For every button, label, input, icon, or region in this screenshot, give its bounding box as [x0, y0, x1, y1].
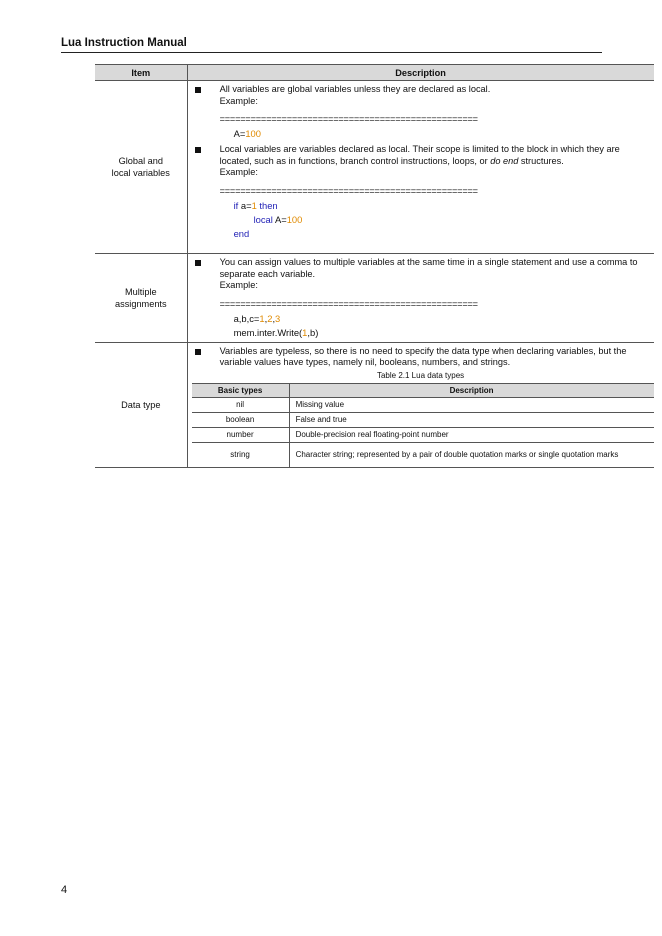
table-caption: Table 2.1 Lua data types [376, 370, 465, 380]
sub-table-header-row [192, 383, 654, 397]
separator-line: ================================================== [219, 114, 478, 124]
table-row [192, 412, 654, 427]
running-header-title: Lua Instruction Manual [61, 37, 187, 49]
square-bullet-icon [195, 260, 201, 266]
desc-cell: Missing value [289, 397, 654, 412]
bullet-item [188, 84, 654, 107]
desc-cell: False and true [289, 412, 654, 427]
type-cell: string [192, 442, 290, 467]
table-row [192, 442, 654, 467]
bullet-item [188, 346, 654, 369]
code-line: local A=100 [253, 213, 303, 225]
lua-data-types-table [192, 383, 654, 467]
type-cell: boolean [192, 412, 290, 427]
desc-cell: Character string; represented by a pair of double quotation marks or single quotation marks [295, 449, 619, 459]
table-header-row [95, 65, 654, 81]
bullet-text: All variables are global variables unless they are declared as local. [219, 84, 491, 94]
separator-line: ================================================== [219, 185, 478, 196]
lua-variables-table [95, 64, 654, 468]
table-row-global-local [95, 81, 654, 254]
code-line: if a=1 then [233, 199, 278, 211]
description-cell [187, 342, 654, 467]
type-cell: nil [192, 397, 290, 412]
separator-line: ================================================== [219, 298, 478, 309]
column-header-basic-types: Basic types [192, 383, 290, 397]
item-cell: Multiple assignments [95, 254, 187, 343]
header-divider [61, 52, 602, 53]
bullet-text: Variables are typeless, so there is no need to specify the data type when declaring variables, but the variable values have types, namely nil, booleans, numbers, and strings. [219, 345, 627, 367]
example-label: Example: [219, 280, 258, 290]
bullet-text: You can assign values to multiple variables at the same time in a single statement and use a comma to separate each variable. [219, 257, 638, 279]
column-header-item: Item [95, 65, 187, 81]
bullet-item [188, 257, 654, 292]
table-row [192, 427, 654, 442]
square-bullet-icon [195, 349, 201, 355]
column-header-description: Description [187, 65, 654, 81]
square-bullet-icon [195, 87, 201, 93]
description-cell [187, 81, 654, 254]
table-row-multiple-assignments [95, 254, 654, 343]
page-number: 4 [61, 884, 68, 896]
code-line: a,b,c=1,2,3 [233, 312, 281, 324]
table-row-data-type [95, 342, 654, 467]
description-cell [187, 254, 654, 343]
example-label: Example: [219, 167, 258, 177]
item-cell: Global and local variables [95, 81, 187, 254]
code-line: mem.inter.Write(1,b) [233, 326, 319, 338]
bullet-text: Local variables are variables declared as local. Their scope is limited to the block in which they are located, such as in functions, branch control instructions, loops, or do end structures. [219, 144, 620, 166]
desc-cell: Double-precision real floating-point number [289, 427, 654, 442]
table-row [192, 397, 654, 412]
example-label: Example: [219, 95, 258, 106]
column-header-description: Description [289, 383, 654, 397]
square-bullet-icon [195, 147, 201, 153]
code-line: A=100 [233, 128, 261, 139]
item-cell: Data type [95, 342, 187, 467]
code-line: end [233, 227, 250, 239]
bullet-item [188, 144, 654, 179]
type-cell: number [192, 427, 290, 442]
